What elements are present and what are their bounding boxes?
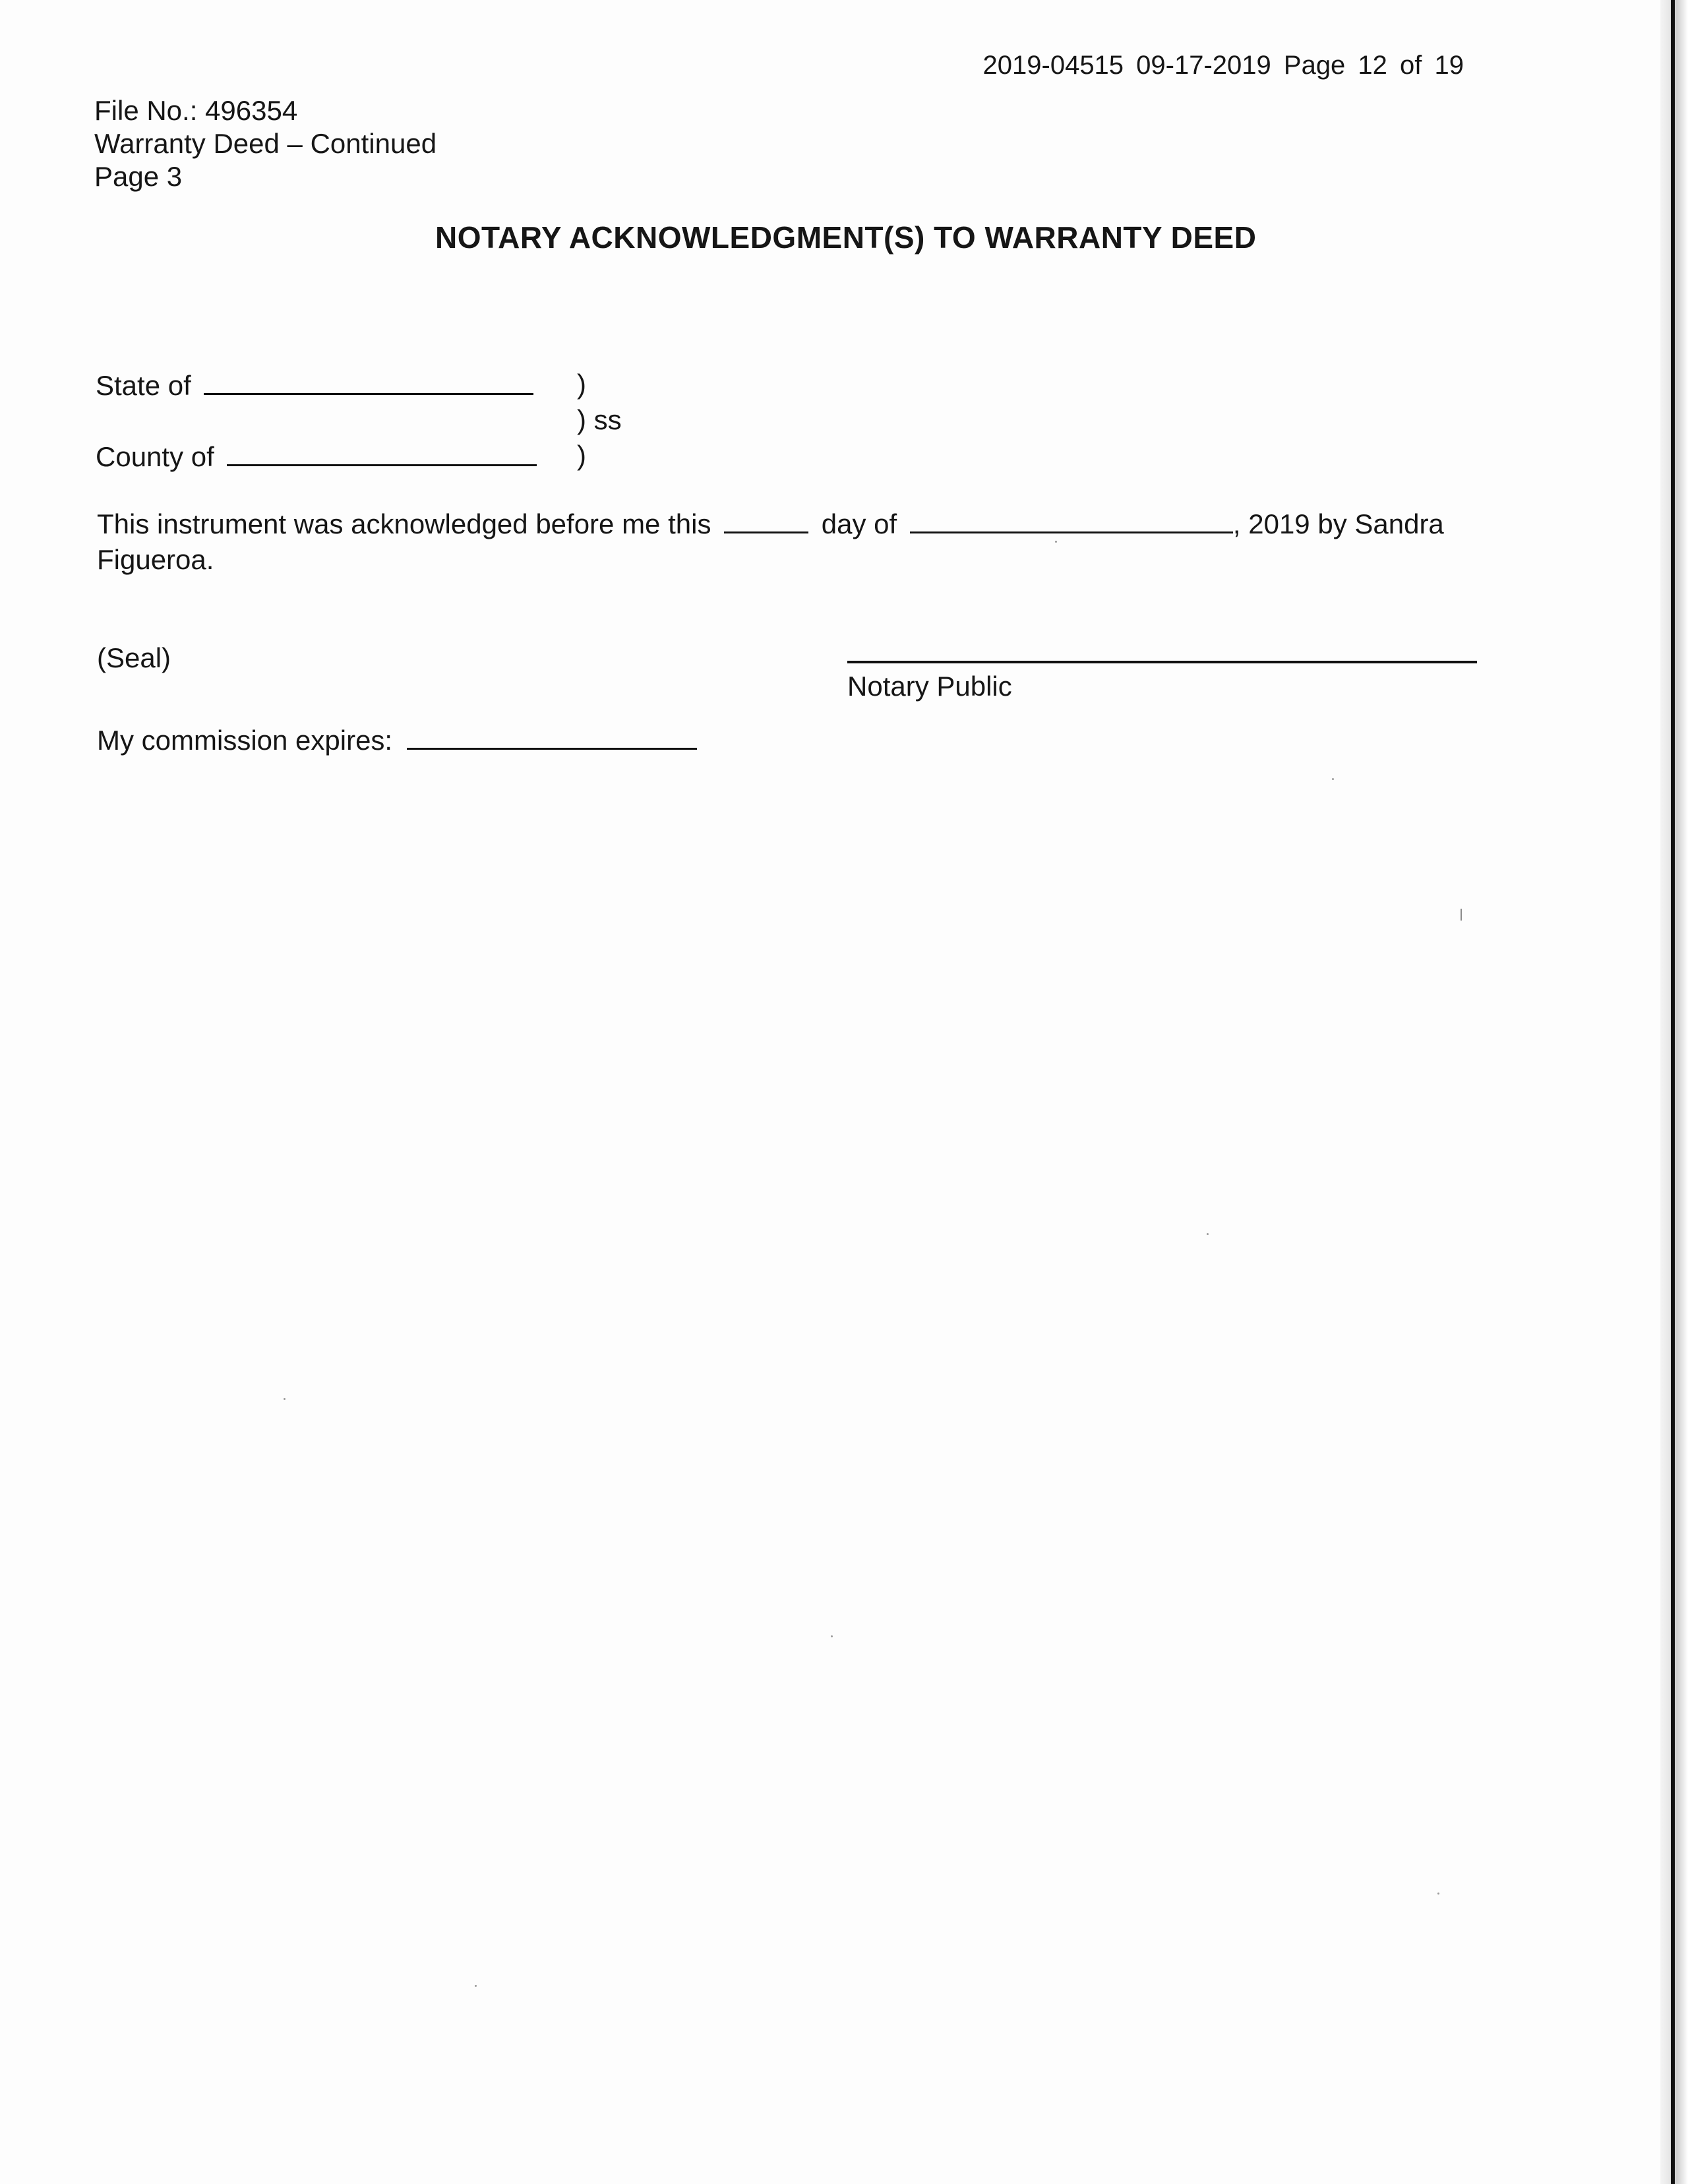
- scan-speck: [831, 1635, 833, 1637]
- month-blank[interactable]: [910, 508, 1233, 533]
- file-number: File No.: 496354: [94, 95, 298, 126]
- scan-speck: [475, 1985, 477, 1987]
- commission-blank[interactable]: [407, 724, 697, 750]
- acknowledgment-text-3: , 2019 by Sandra: [1232, 508, 1444, 539]
- commission-row: [97, 724, 697, 757]
- notary-public-label: Notary Public: [847, 671, 1012, 702]
- venue-bracket-top: ): [577, 369, 586, 400]
- scan-speck: [1332, 778, 1334, 780]
- day-blank[interactable]: [724, 508, 808, 533]
- acknowledgment-sentence: [97, 508, 1444, 541]
- acknowledgment-text-4: Figueroa.: [97, 544, 214, 575]
- county-blank[interactable]: [227, 440, 537, 466]
- acknowledgment-text-1: This instrument was acknowledged before me this: [97, 508, 711, 539]
- document-continued-label: Warranty Deed – Continued: [94, 128, 437, 159]
- venue-ss: ) ss: [577, 404, 622, 435]
- state-label: State of: [96, 370, 191, 401]
- page-title: NOTARY ACKNOWLEDGMENT(S) TO WARRANTY DEED: [435, 220, 1257, 255]
- notary-signature-line[interactable]: [847, 661, 1477, 663]
- county-field-row: [96, 440, 537, 473]
- recording-info: 2019-04515 09-17-2019 Page 12 of 19: [982, 51, 1464, 80]
- commission-label: My commission expires:: [97, 725, 393, 756]
- scan-speck: [1207, 1233, 1209, 1235]
- venue-bracket-bottom: ): [577, 440, 586, 471]
- acknowledgment-text-2: day of: [821, 508, 897, 539]
- scan-speck: [284, 1398, 286, 1400]
- scan-speck: [1461, 909, 1462, 921]
- county-label: County of: [96, 441, 214, 472]
- state-field-row: [96, 369, 533, 402]
- state-blank[interactable]: [204, 369, 533, 395]
- scan-speck: [1437, 1893, 1439, 1895]
- page-number: Page 3: [94, 161, 183, 192]
- scan-edge-line: [1671, 0, 1675, 2184]
- scan-speck: [1055, 541, 1057, 543]
- seal-label: (Seal): [97, 642, 171, 673]
